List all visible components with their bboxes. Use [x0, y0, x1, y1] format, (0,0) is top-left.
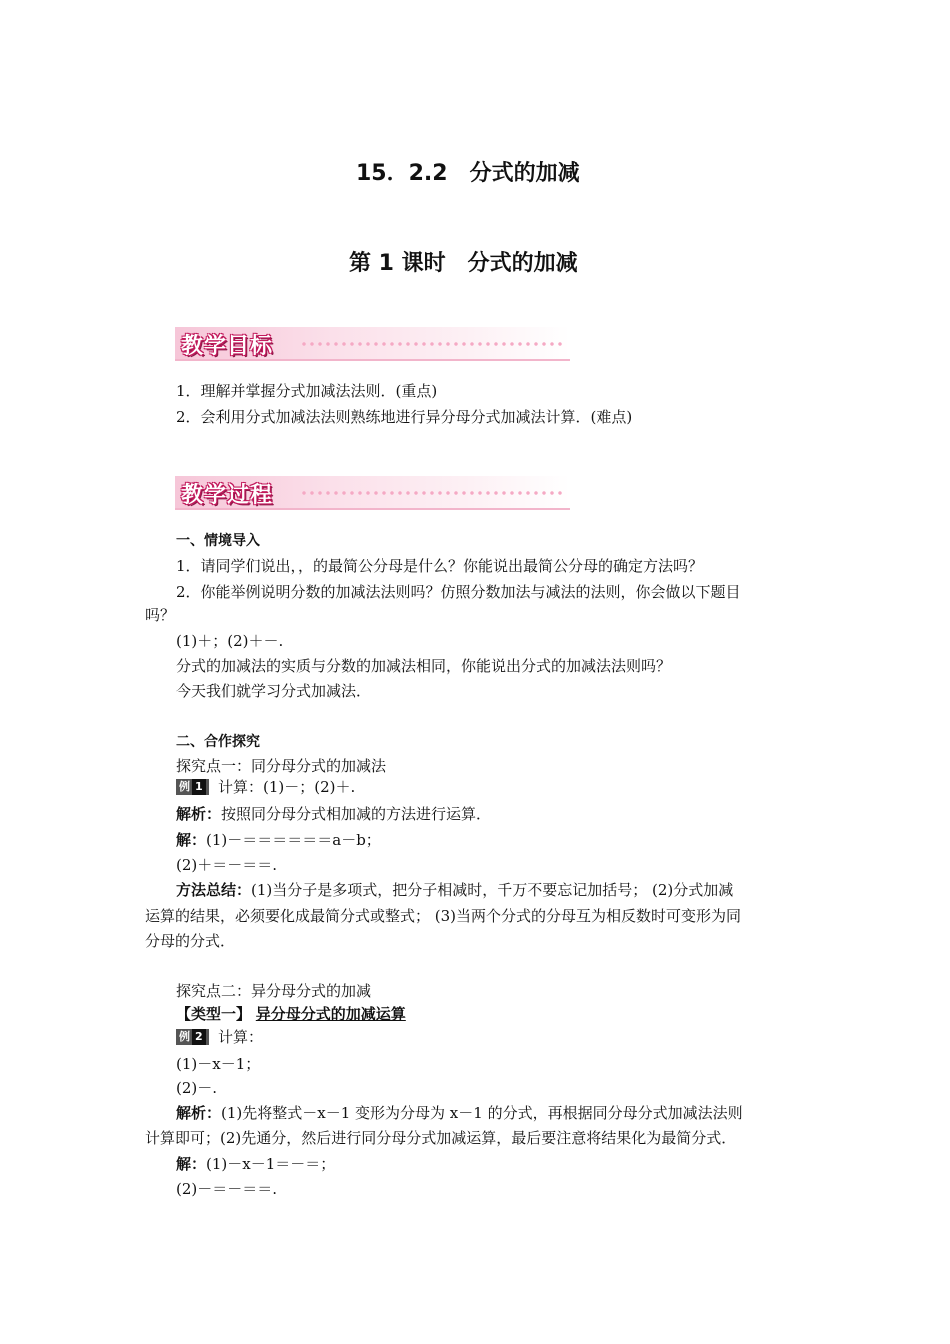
- analysis-label: 解析：: [176, 1104, 222, 1122]
- paragraph: 探究点一：同分母分式的加减法: [176, 757, 387, 775]
- example-badge-label: 例: [179, 780, 190, 793]
- method-text: 运算的结果，必须要化成最简分式或整式； (3)当两个分式的分母互为相反数时可变形为同: [145, 907, 742, 925]
- paragraph: 探究点二：异分母分式的加减: [176, 982, 372, 1000]
- paragraph: 1．请同学们说出，，的最简公分母是什么？你能说出最简公分母的确定方法吗？: [176, 557, 704, 575]
- analysis-text: 计算即可；(2)先通分，然后进行同分母分式加减运算，最后要注意将结果化为最简分式．: [145, 1129, 737, 1147]
- goal-item: 2．会利用分式加减法法则熟练地进行异分母分式加减法计算．(难点): [176, 408, 633, 426]
- method-summary: [176, 879, 733, 900]
- section-heading: 一、情境导入: [176, 533, 260, 549]
- banner-dots: [300, 341, 565, 347]
- example-badge-number: 2: [192, 1029, 206, 1045]
- process-banner: [175, 476, 570, 510]
- method-text: (1)当分子是多项式，把分子相减时，千万不要忘记加括号； (2)分式加减: [251, 881, 734, 899]
- paragraph: 今天我们就学习分式加减法．: [176, 682, 372, 700]
- example-item: (2)－.: [176, 1079, 218, 1097]
- example-badge: [176, 779, 209, 795]
- analysis-line: [176, 803, 491, 824]
- lesson-title: 第 1 课时 分式的加减: [349, 251, 578, 276]
- analysis-label: 解析：: [176, 805, 222, 823]
- paragraph: 分式的加减法的实质与分数的加减法相同，你能说出分式的加减法法则吗？: [176, 657, 672, 675]
- example-text: 计算：(1)－；(2)＋.: [218, 778, 356, 796]
- solution-label: 解：: [176, 831, 207, 849]
- analysis-text: 按照同分母分式相加减的方法进行运算．: [221, 805, 492, 823]
- type-heading: [176, 1003, 406, 1024]
- solution-text: (2)－＝－＝＝.: [176, 1180, 278, 1198]
- goals-banner-text: 教学目标: [181, 334, 274, 359]
- process-banner-text: 教学过程: [181, 483, 274, 508]
- solution-text: (1)－＝＝＝＝＝＝a－b；: [206, 831, 381, 849]
- analysis-line: [176, 1102, 743, 1123]
- paragraph: (1)＋；(2)＋－.: [176, 632, 284, 650]
- method-text: 分母的分式．: [145, 932, 236, 950]
- analysis-text: (1)先将整式－x－1 变形为分母为 x－1 的分式，再根据同分母分式加减法法则: [221, 1104, 743, 1122]
- example-badge-label: 例: [179, 1030, 190, 1043]
- type-label: 【类型一】: [176, 1005, 252, 1023]
- goal-item: 1．理解并掌握分式加减法法则．(重点): [176, 382, 438, 400]
- solution-line: [176, 1153, 335, 1174]
- method-label: 方法总结：: [176, 881, 252, 899]
- example-badge: [176, 1029, 209, 1045]
- banner-dots: [300, 490, 565, 496]
- type-title: 异分母分式的加减运算: [255, 1005, 406, 1023]
- solution-label: 解：: [176, 1155, 207, 1173]
- solution-line: [176, 829, 381, 850]
- paragraph: 2．你能举例说明分数的加减法法则吗？仿照分数加法与减法的法则，你会做以下题目: [176, 583, 741, 601]
- example-text: 计算：: [218, 1028, 264, 1046]
- section-heading: 二、合作探究: [176, 734, 260, 750]
- page-title: 15．2.2 分式的加减: [356, 161, 580, 186]
- solution-text: (2)＋＝－＝＝.: [176, 856, 278, 874]
- paragraph: 吗？: [145, 606, 176, 624]
- example-item: (1)－x－1；: [176, 1055, 261, 1073]
- solution-text: (1)－x－1＝－＝；: [206, 1155, 336, 1173]
- example-badge-number: 1: [192, 779, 206, 795]
- goals-banner: [175, 327, 570, 361]
